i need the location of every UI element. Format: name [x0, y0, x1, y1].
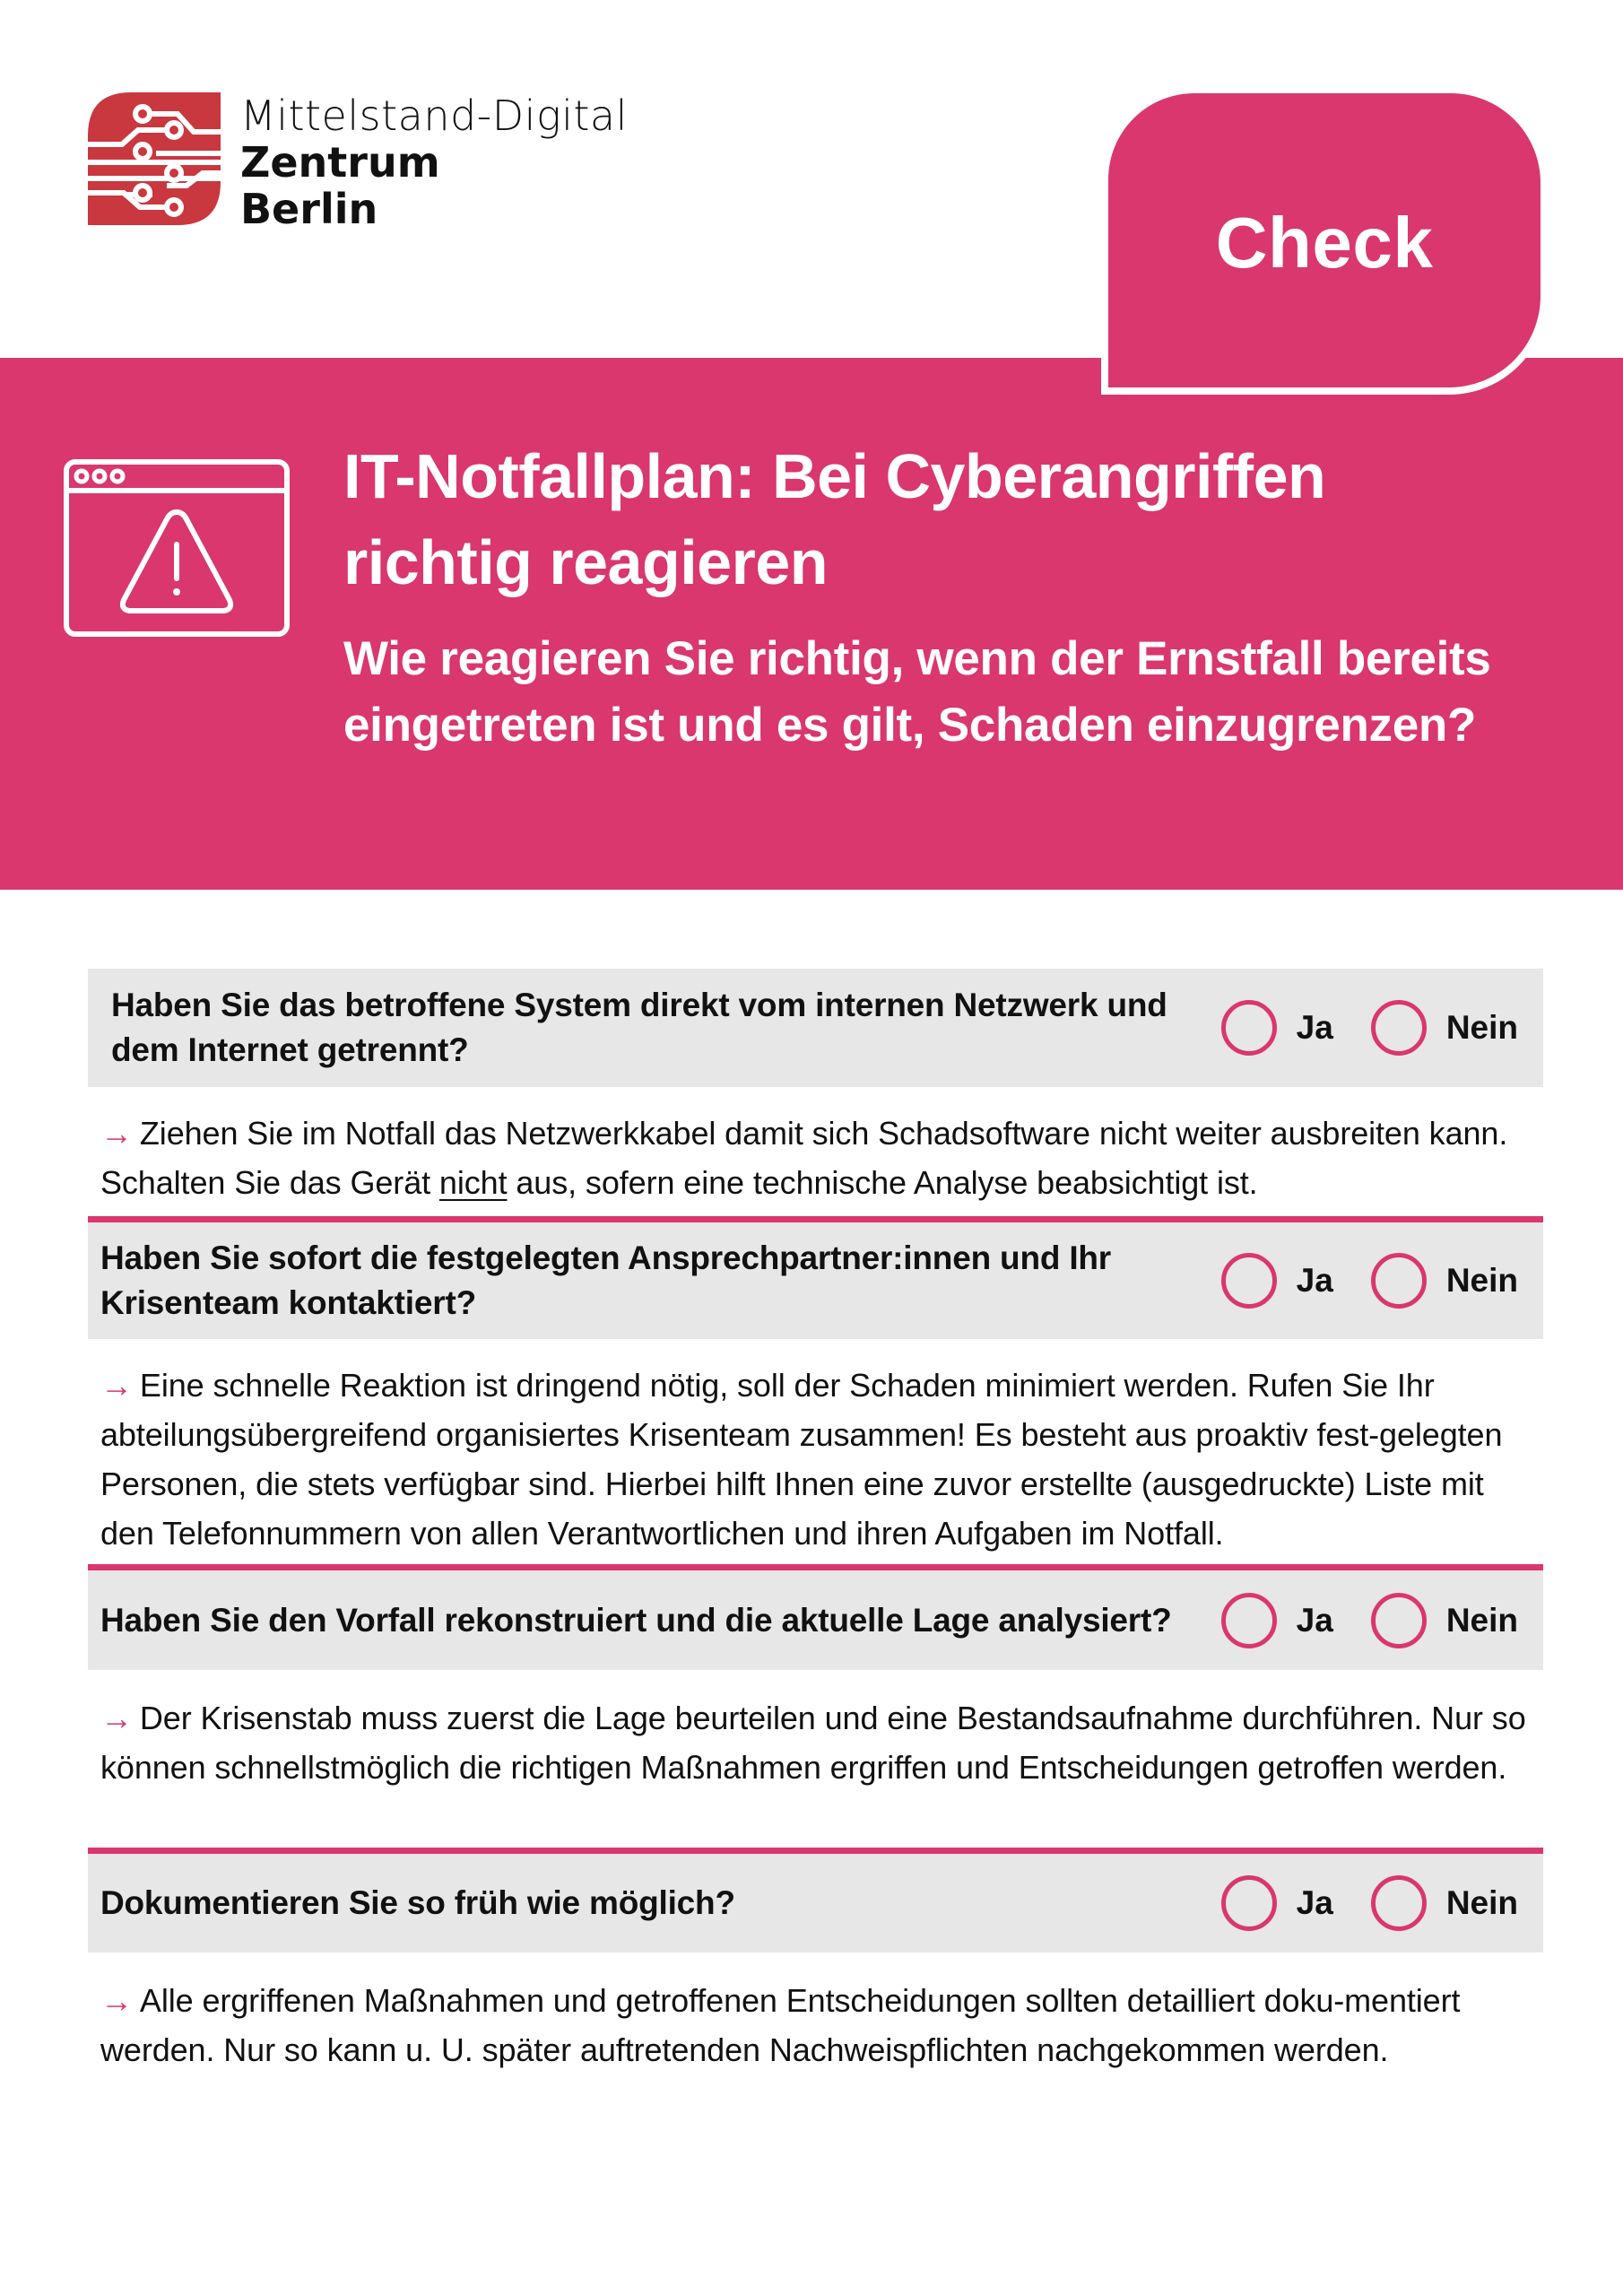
- answer-options: [1221, 1875, 1518, 1931]
- radio-nein[interactable]: [1371, 1000, 1427, 1056]
- radio-ja[interactable]: [1221, 1875, 1277, 1931]
- answer-text: [88, 1339, 1543, 1558]
- answer-body: Eine schnelle Reaktion ist dringend nötig, soll der Schaden minimiert werden. Rufen Sie Ihr abteilungsübergreifend organisiertes Krisenteam zusammen! Es besteht aus proaktiv fest-gelegten Personen, die stets verfügbar sind. Hierbei hilft Ihnen eine zuvor erstellte (ausgedruckte) Liste mit den Telefonnummern von allen Verantwortlichen und ihren Aufgaben im Notfall.: [100, 1367, 1503, 1552]
- option-ja-label: Ja: [1296, 1601, 1333, 1639]
- brand-line-2: Zentrum: [240, 138, 440, 187]
- arrow-right-icon: →: [100, 1115, 133, 1152]
- answer-body: Alle ergriffenen Maßnahmen und getroffenen Entscheidungen sollten detailliert doku-mentiert werden. Nur so kann u. U. später auftretenden Nachweispflichten nachgekommen werden.: [100, 1982, 1461, 2068]
- option-ja[interactable]: [1221, 1000, 1333, 1056]
- question-block-2: [88, 1216, 1543, 1558]
- browser-warning-icon: [63, 458, 291, 638]
- brand-wordmark: [240, 92, 628, 232]
- question-text: Haben Sie den Vorfall rekonstruiert und die aktuelle Lage analysiert?: [100, 1601, 1172, 1639]
- option-ja-label: Ja: [1296, 1884, 1333, 1921]
- question-block-1: [88, 969, 1543, 1216]
- answer-emphasis: nicht: [438, 1164, 508, 1201]
- radio-nein[interactable]: [1371, 1253, 1427, 1309]
- option-nein[interactable]: [1371, 1253, 1518, 1309]
- question-box: [88, 1570, 1543, 1670]
- option-nein-label: Nein: [1445, 1262, 1518, 1299]
- radio-nein[interactable]: [1371, 1875, 1427, 1931]
- section-divider: [88, 1564, 1543, 1570]
- option-ja[interactable]: [1221, 1875, 1333, 1931]
- arrow-right-icon: →: [100, 1982, 133, 2019]
- brand-line-3: Berlin: [240, 185, 378, 233]
- check-tab-label: Check: [1215, 203, 1434, 283]
- answer-text: [88, 1952, 1543, 2074]
- option-ja[interactable]: [1221, 1253, 1333, 1309]
- question-text: Haben Sie sofort die festgelegten Ansprechpartner:innen und Ihr Krisenteam kontaktiert?: [100, 1239, 1112, 1321]
- option-nein-label: Nein: [1445, 1884, 1518, 1921]
- radio-nein[interactable]: [1371, 1593, 1427, 1648]
- option-nein[interactable]: [1371, 1000, 1518, 1056]
- question-box: [88, 1222, 1543, 1339]
- radio-ja[interactable]: [1221, 1253, 1277, 1309]
- option-nein[interactable]: [1371, 1875, 1518, 1931]
- question-box: [88, 969, 1543, 1087]
- answer-options: [1221, 1000, 1518, 1056]
- answer-text: [88, 1670, 1543, 1792]
- answer-part-2: aus, sofern eine technische Analyse beabsichtigt ist.: [516, 1164, 1258, 1201]
- option-ja[interactable]: [1221, 1593, 1333, 1648]
- question-box: [88, 1854, 1543, 1952]
- answer-text: [88, 1087, 1543, 1216]
- option-ja-label: Ja: [1296, 1262, 1333, 1299]
- option-nein-label: Nein: [1445, 1009, 1518, 1046]
- option-nein[interactable]: [1371, 1593, 1518, 1648]
- arrow-right-icon: →: [100, 1367, 133, 1404]
- brand-logo: [88, 92, 662, 231]
- circuit-board-icon: [88, 92, 221, 225]
- option-nein-label: Nein: [1445, 1601, 1518, 1639]
- question-block-4: [88, 1848, 1543, 2074]
- answer-part-1: Ziehen Sie im Notfall das Netzwerkkabel damit sich Schadsoftware nicht weiter ausbreiten kann. Schalten Sie das Gerät: [100, 1115, 1508, 1201]
- section-divider: [88, 1216, 1543, 1222]
- option-ja-label: Ja: [1296, 1009, 1333, 1046]
- question-text: Dokumentieren Sie so früh wie möglich?: [100, 1884, 735, 1921]
- answer-options: [1221, 1253, 1518, 1309]
- page-title: IT-Notfallplan: Bei Cyberangriffen richtig reagieren: [343, 441, 1326, 597]
- brand-line-1: Mittelstand-Digital: [240, 91, 628, 140]
- answer-options: [1221, 1593, 1518, 1648]
- answer-body: Der Krisenstab muss zuerst die Lage beurteilen und eine Bestandsaufnahme durchführen. Nur so können schnellstmöglich die richtigen Maßnahmen ergriffen und Entscheidungen getroffen werden.: [100, 1700, 1526, 1786]
- question-text: Haben Sie das betroffene System direkt vom internen Netzwerk und dem Internet getrennt?: [111, 987, 1167, 1068]
- page-subtitle: Wie reagieren Sie richtig, wenn der Ernstfall bereits eingetreten ist und es gilt, Schaden einzugrenzen?: [343, 632, 1491, 752]
- arrow-right-icon: →: [100, 1700, 133, 1736]
- question-block-3: [88, 1564, 1543, 1792]
- radio-ja[interactable]: [1221, 1000, 1277, 1056]
- section-divider: [88, 1848, 1543, 1854]
- check-tab: [1108, 93, 1541, 387]
- radio-ja[interactable]: [1221, 1593, 1277, 1648]
